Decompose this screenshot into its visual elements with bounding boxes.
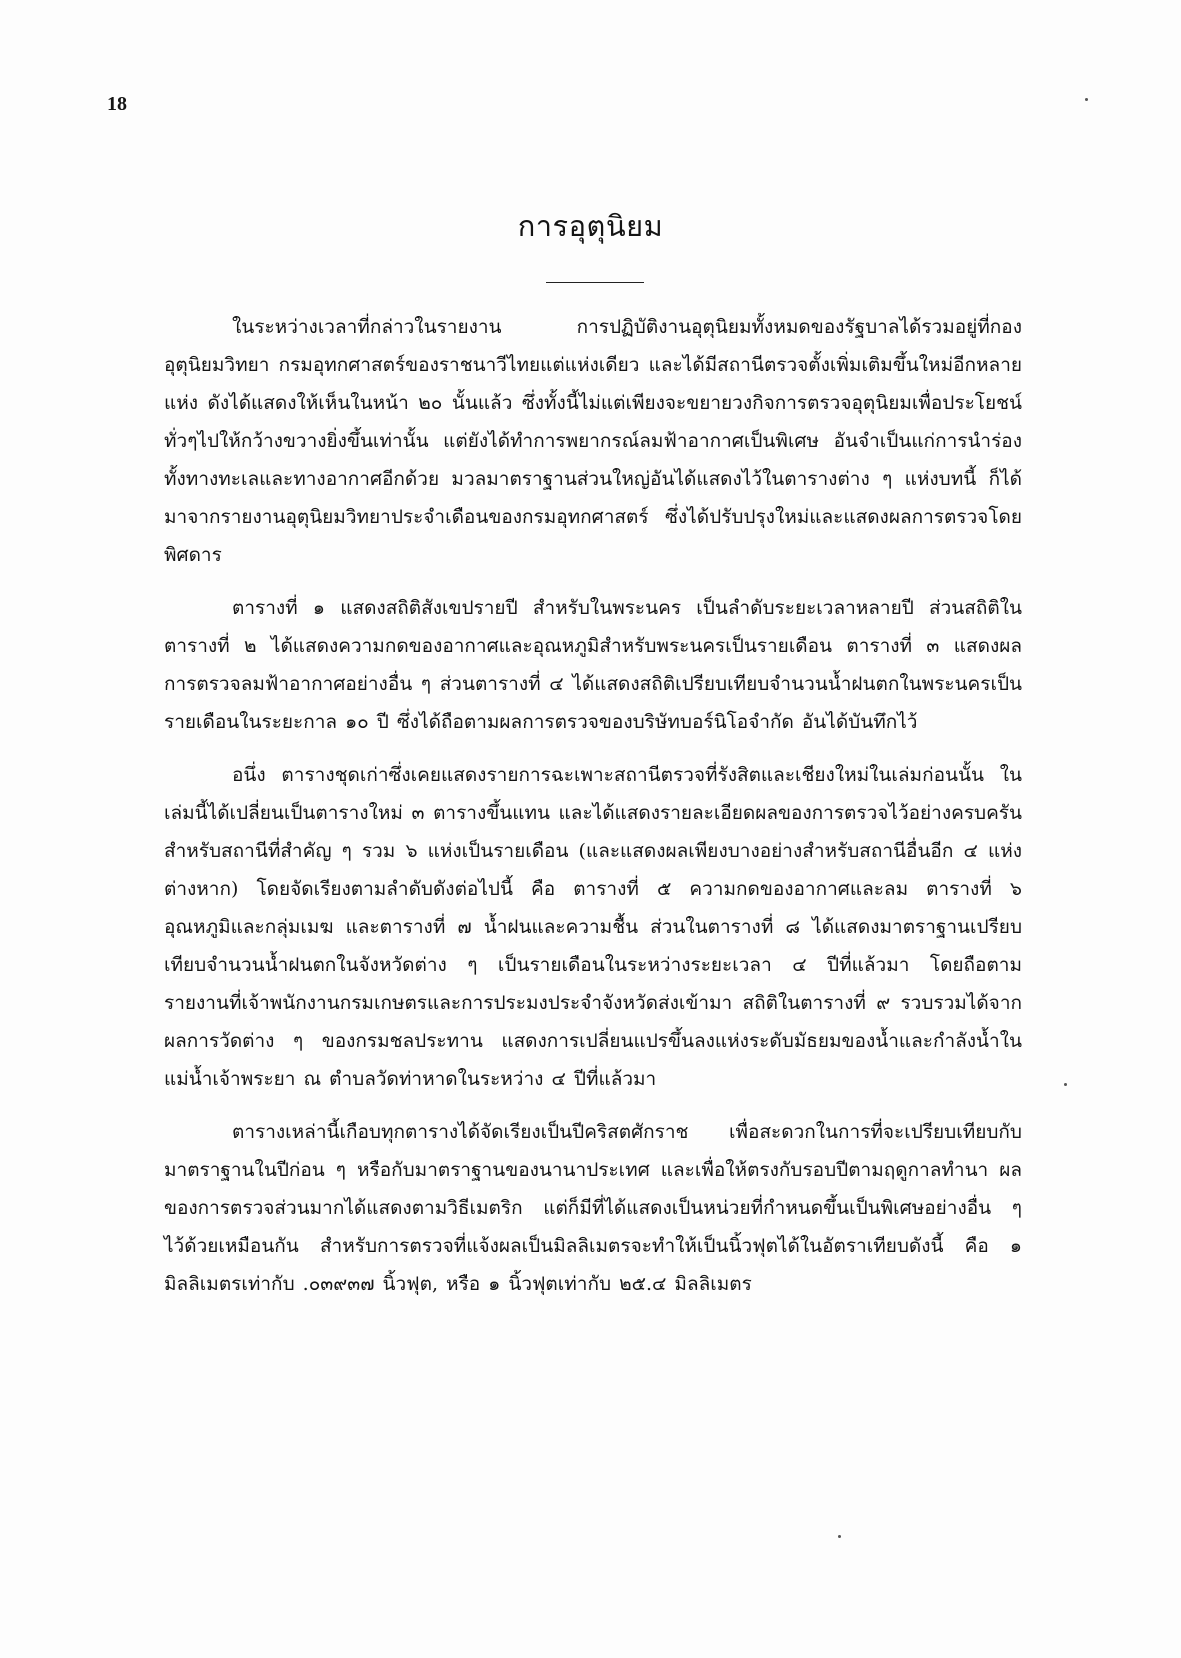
title-underline bbox=[546, 282, 644, 283]
scan-speck bbox=[838, 1535, 841, 1538]
paragraph-1: ในระหว่างเวลาที่กล่าวในรายงาน การปฏิบัติงานอุตุนิยมทั้งหมดของรัฐบาลได้รวมอยู่ที่กองอุตุนิยมวิทยา กรมอุทกศาสตร์ของราชนาวีไทยแต่แห่งเดียว และได้มีสถานีตรวจตั้งเพิ่มเติมขึ้นใหม่อีกหลายแห่ง ดังได้แสดงให้เห็นในหน้า ๒๐ นั้นแล้ว ซึ่งทั้งนี้ไม่แต่เพียงจะขยายวงกิจการตรวจอุตุนิยมเพื่อประโยชน์ทั่วๆไปให้กว้างขวางยิ่งขึ้นเท่านั้น แต่ยังได้ทำการพยากรณ์ลมฟ้าอากาศเป็นพิเศษ อันจำเป็นแก่การนำร่องทั้งทางทะเลและทางอากาศอีกด้วย มวลมาตราฐานส่วนใหญ่อันได้แสดงไว้ในตารางต่าง ๆ แห่งบทนี้ ก็ได้มาจากรายงานอุตุนิยมวิทยาประจำเดือนของกรมอุทกศาสตร์ ซึ่งได้ปรับปรุงใหม่และแสดงผลการตรวจโดยพิศดาร bbox=[164, 316, 1022, 566]
body-text bbox=[164, 308, 1022, 1318]
page-number: 18 bbox=[107, 93, 127, 115]
paragraph-2: ตารางที่ ๑ แสดงสถิติสังเขปรายปี สำหรับในพระนคร เป็นลำดับระยะเวลาหลายปี ส่วนสถิติในตารางที่ ๒ ได้แสดงความกดของอากาศและอุณหภูมิสำหรับพระนครเป็นรายเดือน ตารางที่ ๓ แสดงผลการตรวจลมฟ้าอากาศอย่างอื่น ๆ ส่วนตารางที่ ๔ ได้แสดงสถิติเปรียบเทียบจำนวนน้ำฝนตกในพระนครเป็นรายเดือนในระยะกาล ๑๐ ปี ซึ่งได้ถือตามผลการตรวจของบริษัทบอร์นิโอจำกัด อันได้บันทึกไว้ bbox=[164, 597, 1022, 733]
scan-speck bbox=[1064, 1083, 1067, 1086]
page-title: การอุตุนิยม bbox=[517, 209, 664, 243]
paragraph-4: ตารางเหล่านี้เกือบทุกตารางได้จัดเรียงเป็นปีคริสตศักราช เพื่อสะดวกในการที่จะเปรียบเทียบกับมาตราฐานในปีก่อน ๆ หรือกับมาตราฐานของนานาประเทศ และเพื่อให้ตรงกับรอบปีตามฤดูกาลทำนา ผลของการตรวจส่วนมากได้แสดงตามวิธีเมตริก แต่ก็มีที่ได้แสดงเป็นหน่วยที่กำหนดขึ้นเป็นพิเศษอย่างอื่น ๆ ไว้ด้วยเหมือนกัน สำหรับการตรวจที่แจ้งผลเป็นมิลลิเมตรจะทำให้เป็นนิ้วฟุตได้ในอัตราเทียบดังนี้ คือ ๑ มิลลิเมตรเท่ากับ .๐๓๙๓๗ นิ้วฟุต, หรือ ๑ นิ้วฟุตเท่ากับ ๒๕.๔ มิลลิเมตร bbox=[164, 1121, 1022, 1295]
paragraph-3: อนึ่ง ตารางชุดเก่าซึ่งเคยแสดงรายการฉะเพาะสถานีตรวจที่รังสิตและเชียงใหม่ในเล่มก่อนนั้น ในเล่มนี้ได้เปลี่ยนเป็นตารางใหม่ ๓ ตารางขึ้นแทน และได้แสดงรายละเอียดผลของการตรวจไว้อย่างครบครัน สำหรับสถานีที่สำคัญ ๆ รวม ๖ แห่งเป็นรายเดือน (และแสดงผลเพียงบางอย่างสำหรับสถานีอื่นอีก ๔ แห่งต่างหาก) โดยจัดเรียงตามลำดับดังต่อไปนี้ คือ ตารางที่ ๕ ความกดของอากาศและลม ตารางที่ ๖ อุณหภูมิและกลุ่มเมฆ และตารางที่ ๗ น้ำฝนและความชื้น ส่วนในตารางที่ ๘ ได้แสดงมาตราฐานเปรียบเทียบจำนวนน้ำฝนตกในจังหวัดต่าง ๆ เป็นรายเดือนในระหว่างระยะเวลา ๔ ปีที่แล้วมา โดยถือตามรายงานที่เจ้าพนักงานกรมเกษตรและการประมงประจำจังหวัดส่งเข้ามา สถิติในตารางที่ ๙ รวบรวมได้จากผลการวัดต่าง ๆ ของกรมชลประทาน แสดงการเปลี่ยนแปรขึ้นลงแห่งระดับมัธยมของน้ำและกำลังน้ำในแม่น้ำเจ้าพระยา ณ ตำบลวัดท่าหาดในระหว่าง ๔ ปีที่แล้วมา bbox=[164, 764, 1022, 1090]
scan-speck bbox=[1085, 98, 1088, 101]
